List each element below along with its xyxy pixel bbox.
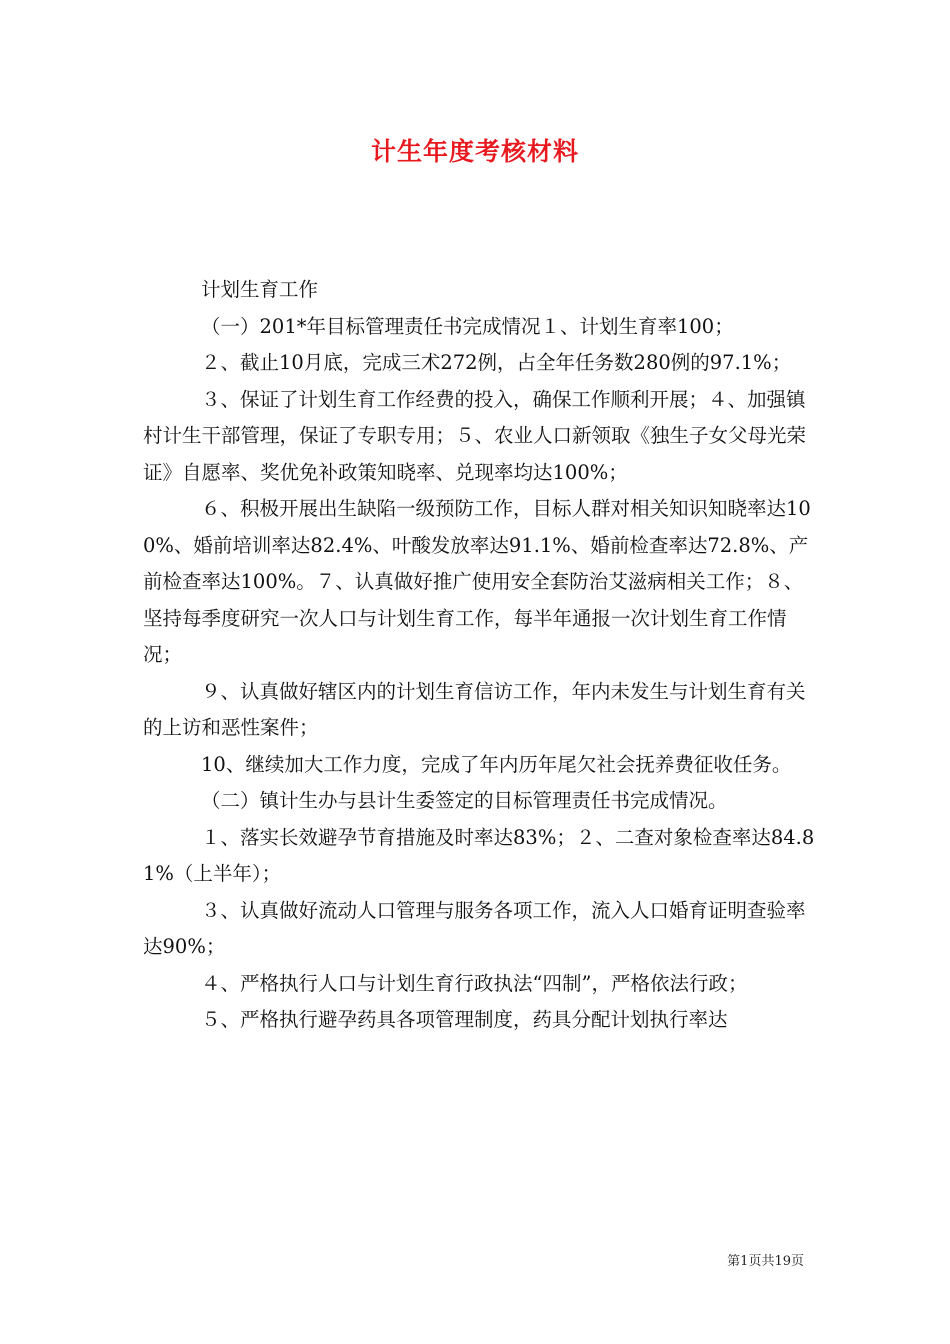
- paragraph: （二）镇计生办与县计生委签定的目标管理责任书完成情况。: [201, 789, 728, 812]
- paragraph: ６、积极开展出生缺陷一级预防工作，目标人群对相关知识知晓率达100%、婚前培训率达82.4%、叶酸发放率达91.1%、婚前检查率达72.8%、产前检查率达100%。７、认真做好推广使用安全套防治艾滋病相关工作；８、坚持每季度研究一次人口与计划生育工作，每半年通报一次计划生育工作情况；: [143, 497, 811, 666]
- paragraph: １、落实长效避孕节育措施及时率达83%；２、二查对象检查率达84.81%（上半年）；: [143, 825, 815, 885]
- paragraph: 10、继续加大工作力度，完成了年内历年尾欠社会抚养费征收任务。: [201, 752, 792, 776]
- paragraph: ３、保证了计划生育工作经费的投入，确保工作顺利开展；４、加强镇村计生干部管理，保证了专职专用；５、农业人口新领取《独生子女父母光荣证》自愿率、奖优免补政策知晓率、兑现率均达100%；: [143, 387, 807, 484]
- paragraph: ４、严格执行人口与计划生育行政执法“四制”，严格依法行政；: [201, 971, 748, 995]
- paragraph: （一）201*年目标管理责任书完成情况１、计划生育率100；: [201, 314, 734, 338]
- document-body: [143, 272, 818, 1039]
- paragraph-heading: 计划生育工作: [201, 278, 319, 301]
- paragraph: ３、认真做好流动人口管理与服务各项工作，流入人口婚育证明查验率达90%；: [143, 898, 806, 958]
- paragraph: ５、严格执行避孕药具各项管理制度，药具分配计划执行率达: [201, 1008, 728, 1031]
- page-number: 第1页共19页: [727, 1254, 804, 1269]
- document-title: 计生年度考核材料: [370, 137, 579, 166]
- paragraph: ９、认真做好辖区内的计划生育信访工作，年内未发生与计划生育有关的上访和恶性案件；: [143, 679, 806, 739]
- paragraph: ２、截止10月底，完成三术272例，占全年任务数280例的97.1%；: [201, 351, 792, 374]
